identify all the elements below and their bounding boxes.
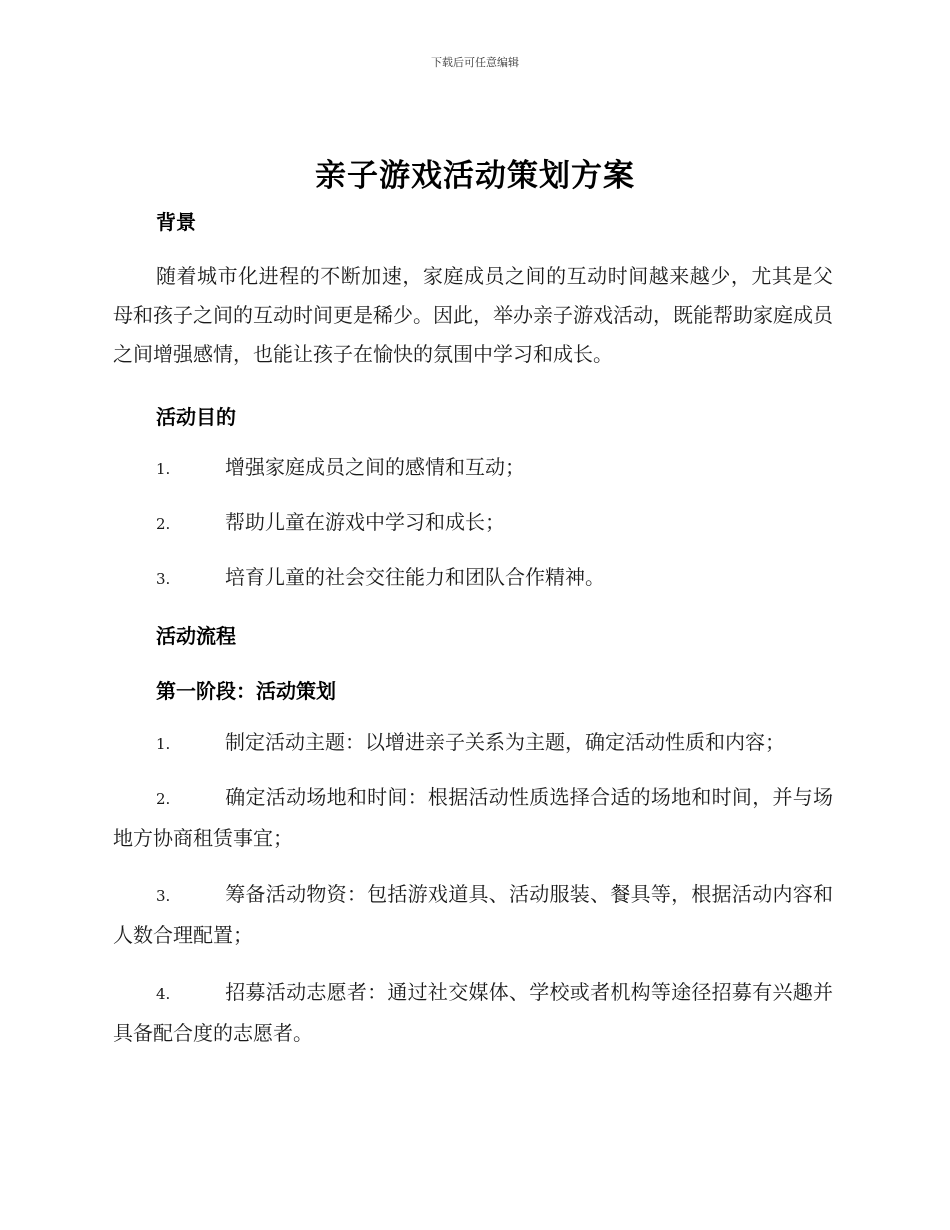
- heading-purpose: 活动目的: [156, 405, 236, 429]
- heading-background: 背景: [156, 210, 196, 234]
- list-item-text: 增强家庭成员之间的感情和互动；: [225, 455, 525, 479]
- list-item-text: 招募活动志愿者：通过社交媒体、学校或者机构等途径招募有兴趣并具备配合度的志愿者。: [113, 980, 833, 1045]
- heading-process: 活动流程: [156, 624, 236, 648]
- phase-one-list-item: [113, 973, 833, 1053]
- list-number: 1.: [156, 460, 171, 478]
- list-number: 3.: [156, 887, 171, 905]
- list-item-text: 培育儿童的社会交往能力和团队合作精神。: [225, 565, 605, 589]
- list-number: 2.: [156, 790, 171, 808]
- list-number: 3.: [156, 570, 171, 588]
- list-number: 4.: [156, 985, 171, 1003]
- page-header-note: 下载后可任意编辑: [431, 56, 519, 69]
- purpose-list-item: [113, 558, 833, 599]
- purpose-list-item: [113, 448, 833, 489]
- purpose-list-item: [113, 503, 833, 544]
- list-item-text: 确定活动场地和时间：根据活动性质选择合适的场地和时间，并与场地方协商租赁事宜；: [113, 785, 833, 850]
- phase-one-list-item: [113, 723, 833, 764]
- phase-one-list-item: [113, 875, 833, 955]
- list-item-text: 筹备活动物资：包括游戏道具、活动服装、餐具等，根据活动内容和人数合理配置；: [113, 882, 833, 947]
- phase-one-list-item: [113, 778, 833, 858]
- heading-phase-one: 第一阶段：活动策划: [156, 679, 336, 703]
- list-item-text: 制定活动主题：以增进亲子关系为主题，确定活动性质和内容；: [225, 730, 785, 754]
- background-paragraph: 随着城市化进程的不断加速，家庭成员之间的互动时间越来越少，尤其是父母和孩子之间的互动时间更是稀少。因此，举办亲子游戏活动，既能帮助家庭成员之间增强感情，也能让孩子在愉快的氛围中学习和成长。: [113, 264, 833, 366]
- list-number: 1.: [156, 735, 171, 753]
- list-item-text: 帮助儿童在游戏中学习和成长；: [225, 510, 505, 534]
- document-title: 亲子游戏活动策划方案: [315, 158, 635, 194]
- list-number: 2.: [156, 515, 171, 533]
